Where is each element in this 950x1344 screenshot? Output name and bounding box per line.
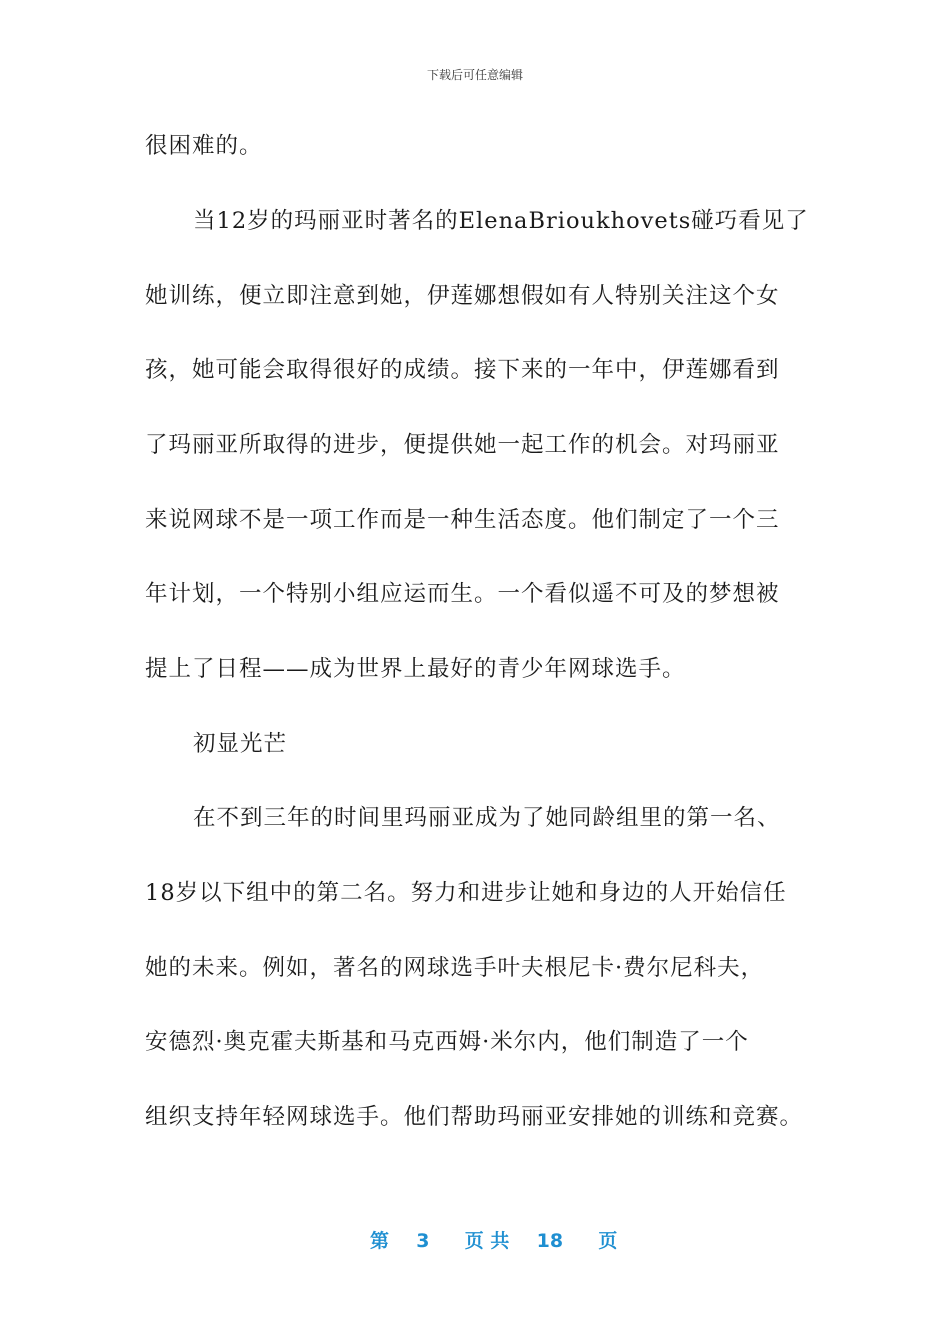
footer-di: 第 <box>370 1230 390 1252</box>
section-heading: 初显光芒 <box>193 731 288 757</box>
text-line: 了玛丽亚所取得的进步，便提供她一起工作的机会。对玛丽亚 <box>145 432 780 458</box>
footer-total-pages: 18 <box>536 1230 564 1252</box>
text-line: 她训练，便立即注意到她，伊莲娜想假如有人特别关注这个女 <box>145 283 780 309</box>
text-line: 孩，她可能会取得很好的成绩。接下来的一年中，伊莲娜看到 <box>145 357 780 383</box>
text-line: 她的未来。例如，著名的网球选手叶夫根尼卡·费尔尼科夫， <box>145 955 765 981</box>
text-line: 年计划，一个特别小组应运而生。一个看似遥不可及的梦想被 <box>145 581 780 607</box>
text-line: 来说网球不是一项工作而是一种生活态度。他们制定了一个三 <box>145 507 780 533</box>
text-line: 在不到三年的时间里玛丽亚成为了她同龄组里的第一名、 <box>193 805 781 831</box>
text-line: 18岁以下组中的第二名。努力和进步让她和身边的人开始信任 <box>145 880 787 906</box>
text-line: 组织支持年轻网球选手。他们帮助玛丽亚安排她的训练和竞赛。 <box>145 1104 804 1130</box>
footer-page-number: 3 <box>416 1230 430 1252</box>
page-footer <box>370 1226 617 1253</box>
text-line: 提上了日程——成为世界上最好的青少年网球选手。 <box>145 656 686 682</box>
text-line: 安德烈·奥克霍夫斯基和马克西姆·米尔内，他们制造了一个 <box>145 1029 749 1055</box>
page-header: 下载后可任意编辑 <box>426 68 523 82</box>
footer-ye-gong: 页 共 <box>464 1230 510 1252</box>
footer-ye: 页 <box>598 1230 618 1252</box>
text-line: 很困难的。 <box>145 133 263 159</box>
text-line: 当12岁的玛丽亚时著名的ElenaBrioukhovets碰巧看见了 <box>193 208 809 234</box>
